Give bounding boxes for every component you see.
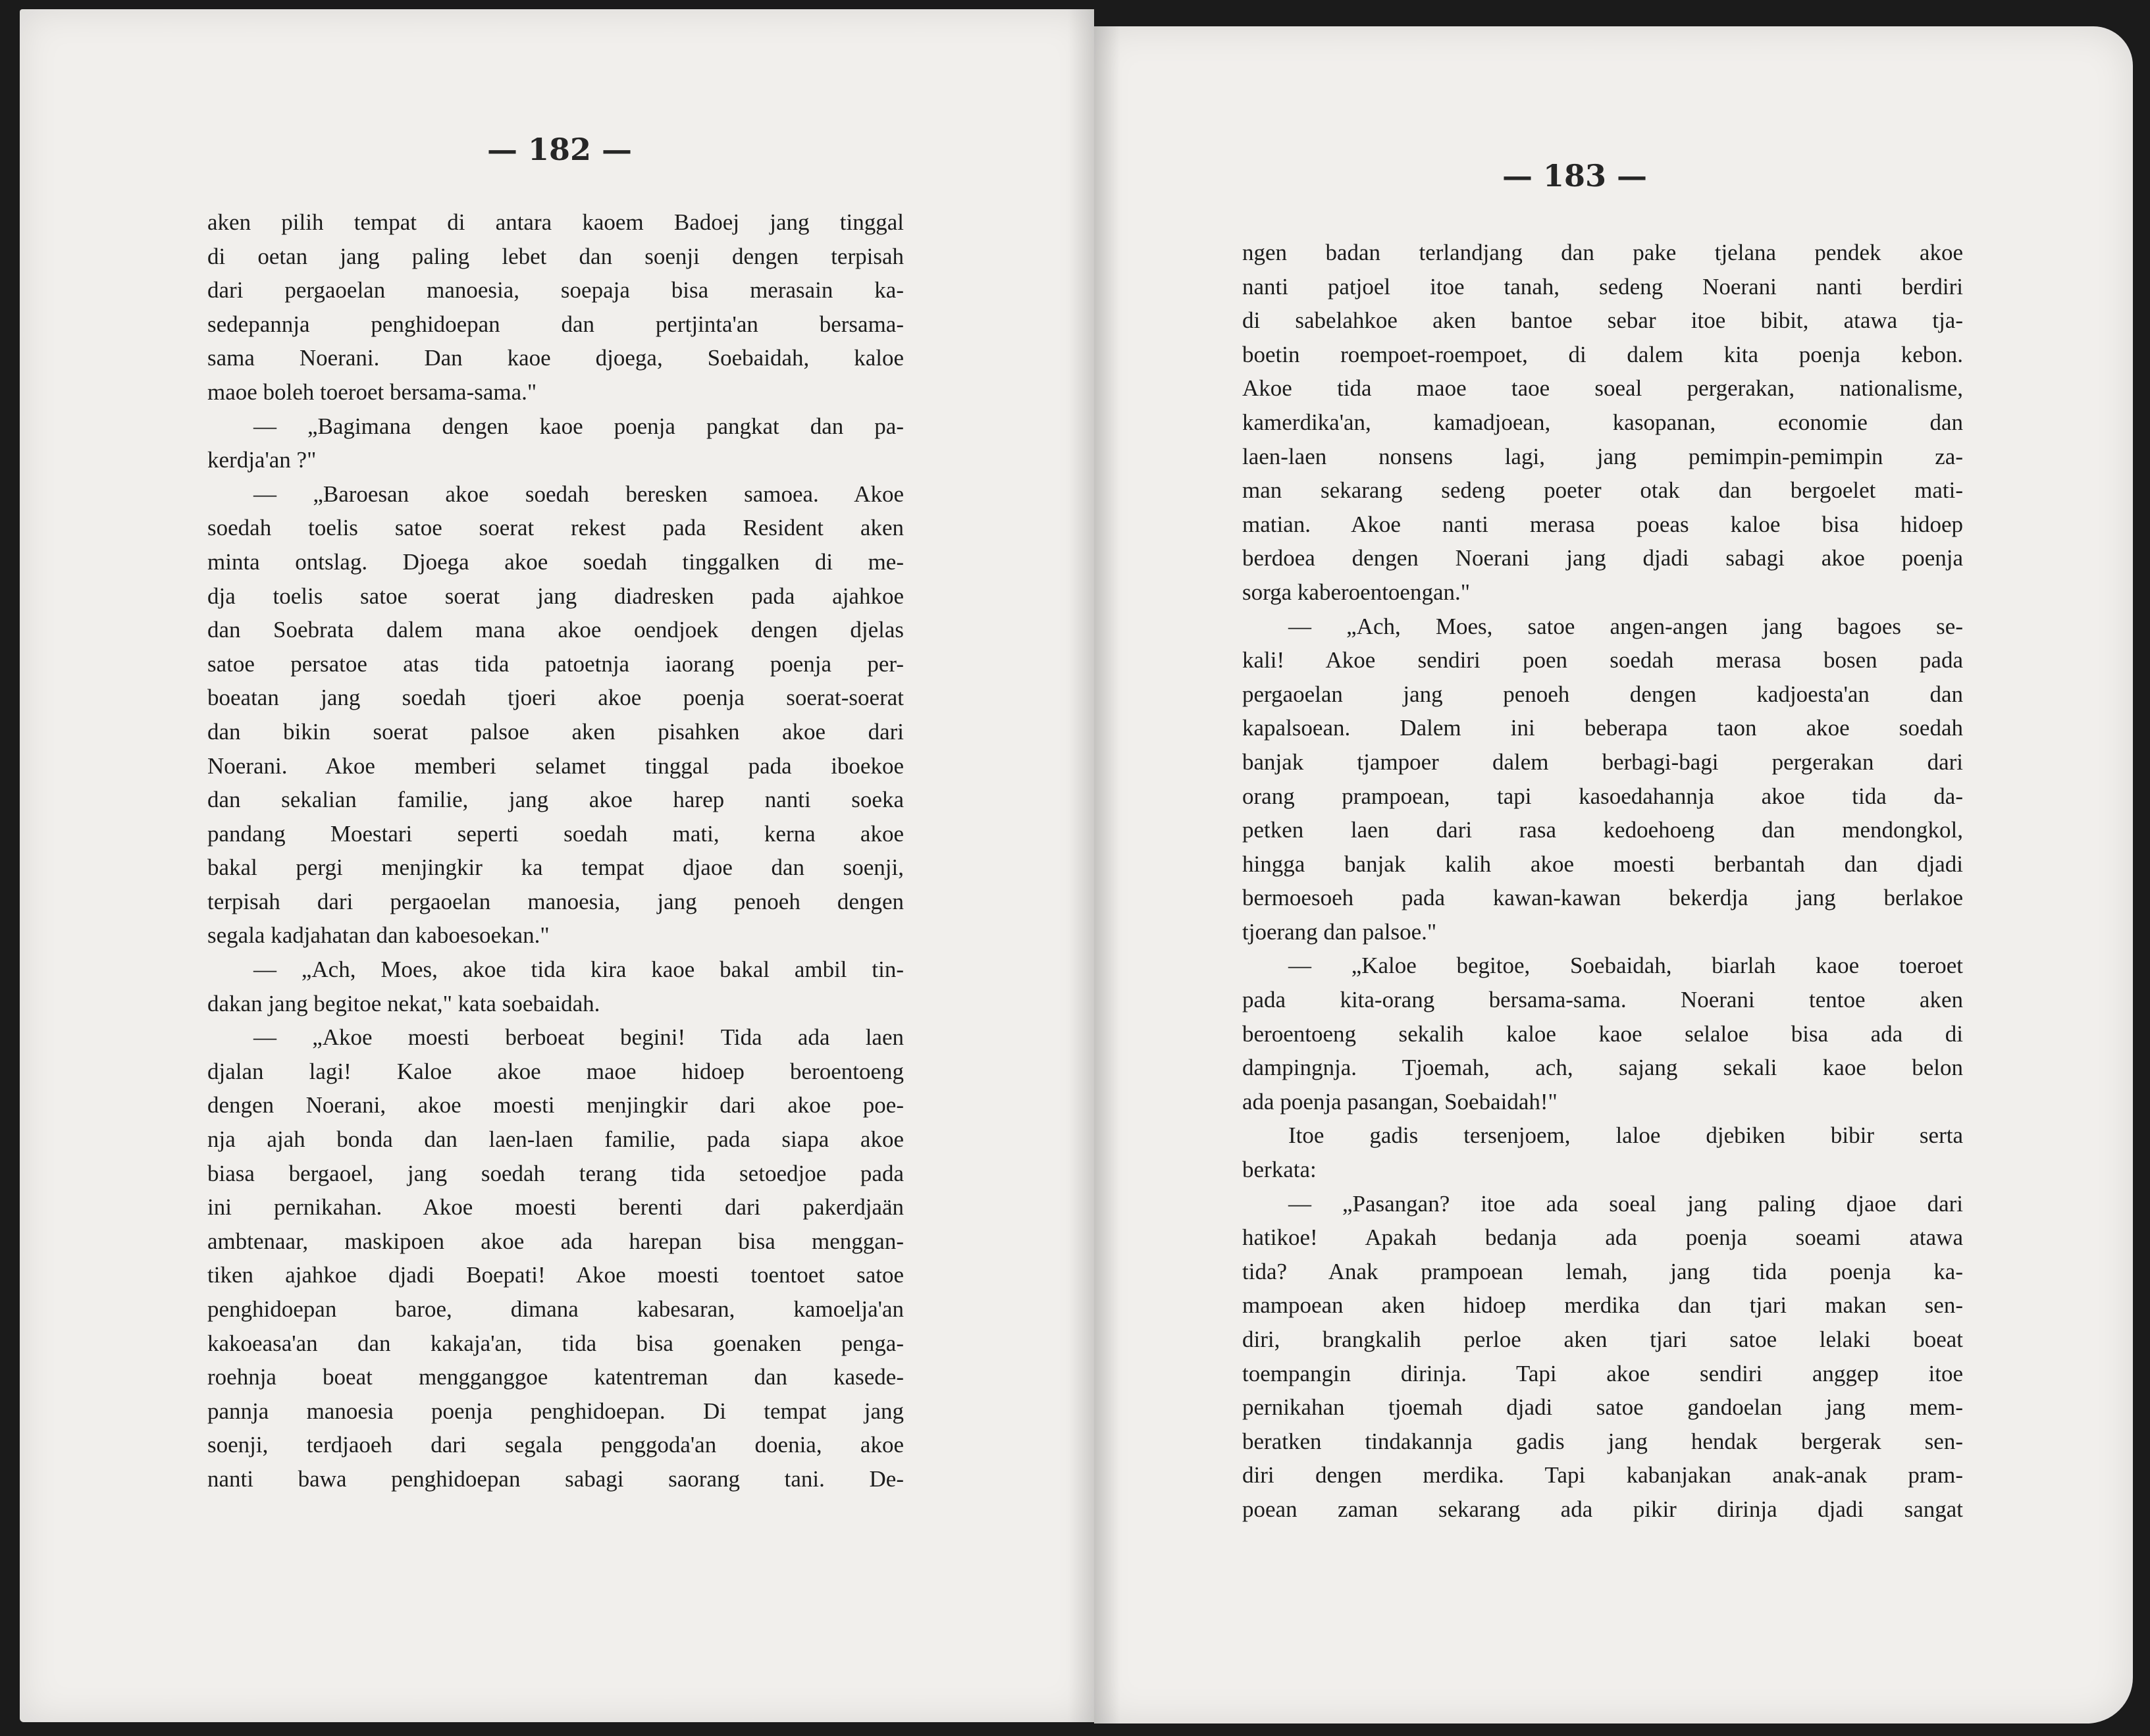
text-line: nja ajah bonda dan laen-laen familie, pada siapa akoe bbox=[207, 1126, 904, 1153]
text-line: poean zaman sekarang ada pikir dirinja djadi sangat bbox=[1242, 1496, 1963, 1522]
text-line: terpisah dari pergaoelan manoesia, jang penoeh dengen bbox=[207, 888, 904, 914]
text-line: dampingnja. Tjoemah, ach, sajang sekali kaoe belon bbox=[1242, 1055, 1963, 1081]
text-line: roehnja boeat mengganggoe katentreman dan kasede- bbox=[207, 1364, 904, 1390]
text-line: aken pilih tempat di antara kaoem Badoej jang tinggal bbox=[207, 209, 904, 235]
text-line: pannja manoesia poenja penghidoepan. Di tempat jang bbox=[207, 1398, 904, 1424]
text-line: boeatan jang soedah tjoeri akoe poenja soerat-soerat bbox=[207, 685, 904, 711]
gutter-shadow bbox=[1094, 26, 1120, 1723]
left-page bbox=[20, 9, 1094, 1722]
page-number: — 182 — bbox=[486, 132, 633, 167]
text-line: — „Ach, Moes, satoe angen-angen jang bagoes se- bbox=[1288, 613, 1963, 639]
text-line: soedah toelis satoe soerat rekest pada Resident aken bbox=[207, 515, 904, 541]
text-line: diri dengen merdika. Tapi kabanjakan anak-anak pram- bbox=[1242, 1462, 1963, 1488]
text-line: nanti patjoel itoe tanah, sedeng Noerani nanti berdiri bbox=[1242, 273, 1963, 300]
text-line: berkata: bbox=[1242, 1157, 1317, 1183]
text-line: bermoesoeh pada kawan-kawan bekerdja jang berlakoe bbox=[1242, 885, 1963, 911]
text-line: dan sekalian familie, jang akoe harep nanti soeka bbox=[207, 787, 904, 813]
page-text bbox=[1242, 236, 1963, 1527]
text-line: pada kita-orang bersama-sama. Noerani tentoe aken bbox=[1242, 987, 1963, 1013]
text-line: ambtenaar, maskipoen akoe ada harepan bisa menggan- bbox=[207, 1228, 904, 1254]
text-line: penghidoepan baroe, dimana kabesaran, kamoelja'an bbox=[207, 1296, 904, 1322]
text-line: beroentoeng sekalih kaloe kaoe selaloe bisa ada di bbox=[1242, 1020, 1963, 1047]
text-line: — „Pasangan? itoe ada soeal jang paling djaoe dari bbox=[1288, 1190, 1963, 1217]
text-line: hatikoe! Apakah bedanja ada poenja soeami atawa bbox=[1242, 1224, 1963, 1251]
text-line: sedepannja penghidoepan dan pertjinta'an bersama- bbox=[207, 311, 904, 337]
text-line: ada poenja pasangan, Soebaidah!" bbox=[1242, 1088, 1558, 1115]
text-line: kerdja'an ?" bbox=[207, 447, 317, 473]
text-line: toempangin dirinja. Tapi akoe sendiri anggep itoe bbox=[1242, 1360, 1963, 1386]
text-line: dan Soebrata dalem mana akoe oendjoek dengen djelas bbox=[207, 617, 904, 643]
text-line: djalan lagi! Kaloe akoe maoe hidoep beroentoeng bbox=[207, 1058, 904, 1084]
gutter-shadow bbox=[1068, 9, 1094, 1722]
text-line: Noerani. Akoe memberi selamet tinggal pada iboekoe bbox=[207, 752, 904, 779]
right-page bbox=[1094, 26, 2133, 1723]
text-line: boetin roempoet-roempoet, di dalem kita poenja kebon. bbox=[1242, 341, 1963, 367]
text-line: tjoerang dan palsoe." bbox=[1242, 918, 1437, 945]
text-line: banjak tjampoer dalem berbagi-bagi pergerakan dari bbox=[1242, 749, 1963, 775]
text-line: mampoean aken hidoep merdika dan tjari makan sen- bbox=[1242, 1292, 1963, 1319]
page-number: — 183 — bbox=[1502, 158, 1648, 194]
text-line: — „Kaloe begitoe, Soebaidah, biarlah kaoe toeroet bbox=[1288, 953, 1963, 979]
text-line: nanti bawa penghidoepan sabagi saorang tani. De- bbox=[207, 1465, 904, 1492]
text-line: ini pernikahan. Akoe moesti berenti dari pakerdjaän bbox=[207, 1194, 904, 1221]
text-line: satoe persatoe atas tida patoetnja iaorang poenja per- bbox=[207, 650, 904, 677]
text-line: bakal pergi menjingkir ka tempat djaoe dan soenji, bbox=[207, 855, 904, 881]
text-line: maoe boleh toeroet bersama-sama." bbox=[207, 379, 537, 405]
text-line: berdoea dengen Noerani jang djadi sabagi akoe poenja bbox=[1242, 545, 1963, 571]
text-line: sama Noerani. Dan kaoe djoega, Soebaidah, kaloe bbox=[207, 345, 904, 371]
text-line: man sekarang sedeng poeter otak dan bergoelet mati- bbox=[1242, 477, 1963, 504]
text-line: kamerdika'an, kamadjoean, kasopanan, economie dan bbox=[1242, 409, 1963, 435]
text-line: dan bikin soerat palsoe aken pisahken akoe dari bbox=[207, 718, 904, 745]
text-line: minta ontslag. Djoega akoe soedah tinggalken di me- bbox=[207, 548, 904, 575]
text-line: dengen Noerani, akoe moesti menjingkir dari akoe poe- bbox=[207, 1092, 904, 1118]
text-line: tida? Anak prampoean lemah, jang tida poenja ka- bbox=[1242, 1258, 1963, 1284]
text-line: — „Akoe moesti berboeat begini! Tida ada laen bbox=[253, 1024, 904, 1051]
text-line: segala kadjahatan dan kaboesoekan." bbox=[207, 922, 550, 949]
text-line: petken laen dari rasa kedoehoeng dan mendongkol, bbox=[1242, 817, 1963, 843]
text-line: Akoe tida maoe taoe soeal pergerakan, nationalisme, bbox=[1242, 375, 1963, 402]
text-line: pergaoelan jang penoeh dengen kadjoesta'an dan bbox=[1242, 681, 1963, 707]
text-line: kakoeasa'an dan kakaja'an, tida bisa goenaken penga- bbox=[207, 1330, 904, 1356]
text-line: diri, brangkalih perloe aken tjari satoe lelaki boeat bbox=[1242, 1327, 1963, 1352]
text-line: di oetan jang paling lebet dan soenji dengen terpisah bbox=[207, 243, 904, 269]
text-line: biasa bergaoel, jang soedah terang tida setoedjoe pada bbox=[207, 1160, 904, 1186]
text-line: — „Bagimana dengen kaoe poenja pangkat dan pa- bbox=[253, 413, 904, 439]
text-line: orang prampoean, tapi kasoedahannja akoe tida da- bbox=[1242, 783, 1963, 809]
text-line: pernikahan tjoemah djadi satoe gandoelan jang mem- bbox=[1242, 1394, 1963, 1421]
text-line: Itoe gadis tersenjoem, laloe djebiken bibir serta bbox=[1288, 1122, 1963, 1149]
text-line: pandang Moestari seperti soedah mati, kerna akoe bbox=[207, 820, 904, 847]
text-line: matian. Akoe nanti merasa poeas kaloe bisa hidoep bbox=[1242, 511, 1963, 537]
text-line: dakan jang begitoe nekat," kata soebaidah. bbox=[207, 990, 600, 1016]
text-line: sorga kaberoentoengan." bbox=[1242, 579, 1471, 605]
text-line: soenji, terdjaoeh dari segala penggoda'an doenia, akoe bbox=[207, 1432, 904, 1458]
text-line: — „Baroesan akoe soedah beresken samoea. Akoe bbox=[253, 481, 904, 507]
text-line: hingga banjak kalih akoe moesti berbantah dan djadi bbox=[1242, 851, 1963, 877]
text-line: di sabelahkoe aken bantoe sebar itoe bibit, atawa tja- bbox=[1242, 307, 1963, 334]
text-line: beratken tindakannja gadis jang hendak bergerak sen- bbox=[1242, 1428, 1963, 1454]
text-line: kali! Akoe sendiri poen soedah merasa bosen pada bbox=[1242, 647, 1963, 673]
text-line: dari pergaoelan manoesia, soepaja bisa merasain ka- bbox=[207, 277, 904, 303]
text-line: ngen badan terlandjang dan pake tjelana pendek akoe bbox=[1242, 240, 1963, 265]
page-text bbox=[207, 205, 904, 1496]
text-line: kapalsoean. Dalem ini beberapa taon akoe soedah bbox=[1242, 715, 1963, 741]
text-line: dja toelis satoe soerat jang diadresken pada ajahkoe bbox=[207, 583, 904, 609]
text-line: laen-laen nonsens lagi, jang pemimpin-pemimpin za- bbox=[1242, 443, 1963, 469]
text-line: tiken ajahkoe djadi Boepati! Akoe moesti toentoet satoe bbox=[207, 1262, 904, 1288]
text-line: — „Ach, Moes, akoe tida kira kaoe bakal ambil tin- bbox=[253, 957, 904, 983]
